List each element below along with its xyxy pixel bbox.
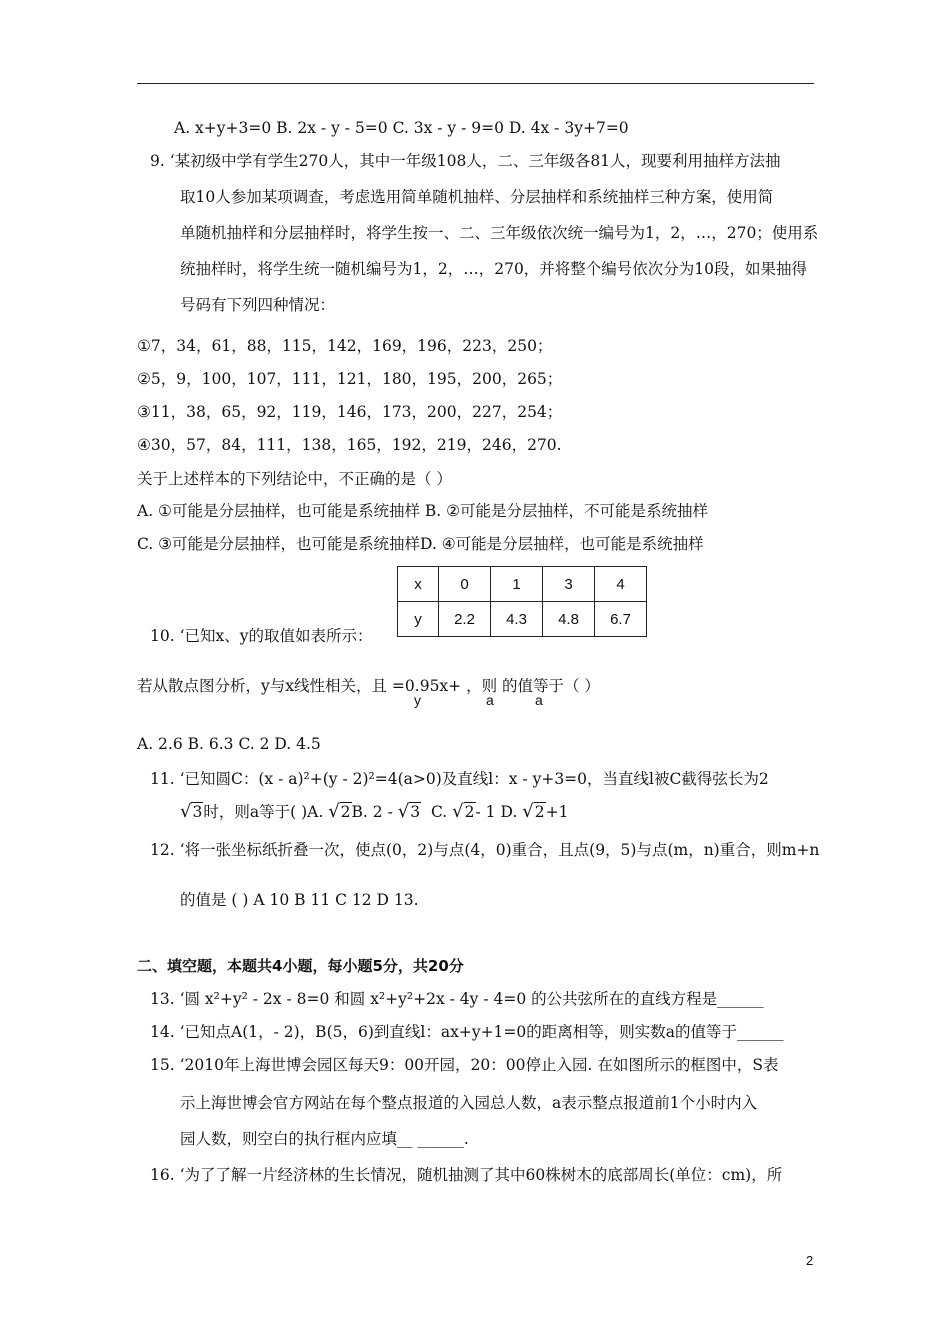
table-cell: 4.3 (491, 602, 543, 637)
table-cell: 3 (543, 567, 595, 602)
q9-case-4: ④30，57，84，111，138，165，192，219，246，270. (137, 436, 562, 454)
q9-case-2: ②5，9，100，107，111，121，180，195，200，265； (137, 370, 563, 388)
q9-line-5: 号码有下列四种情况： (180, 296, 336, 314)
q15-line-3: 园人数，则空白的执行框内应填__ ______. (180, 1130, 469, 1148)
q11-line-1: 11. ‘已知圆C：(x - a)²+(y - 2)²=4(a>0)及直线l：x - y+3=0，当直线l被C截得弦长为2 (150, 770, 769, 788)
q9-line-2: 取10人参加某项调查，考虑选用简单随机抽样、分层抽样和系统抽样三种方案，使用简 (180, 188, 774, 206)
q10-options: A. 2.6 B. 6.3 C. 2 D. 4.5 (137, 735, 321, 753)
q9-line-4: 统抽样时，将学生统一随机编号为1，2，…，270，并将整个编号依次分为10段，如果抽得 (180, 260, 808, 278)
sqrt-symbol: √2 (452, 801, 475, 822)
q13: 13. ‘圆 x²+y² - 2x - 8=0 和圆 x²+y²+2x - 4y - 4=0 的公共弦所在的直线方程是______ (150, 990, 764, 1008)
q9-prompt: 关于上述样本的下列结论中，不正确的是（ ） (137, 470, 452, 488)
q10-table (397, 566, 647, 637)
q9-option-cd: C. ③可能是分层抽样，也可能是系统抽样D. ④可能是分层抽样，也可能是系统抽样 (137, 535, 704, 553)
hat-a-symbol: a (535, 692, 543, 708)
page-number: 2 (806, 1253, 814, 1268)
sqrt-symbol: √3 (397, 801, 421, 822)
sqrt-symbol: √2 (328, 801, 351, 822)
table-cell: 6.7 (595, 602, 647, 637)
q12-line-1: 12. ‘将一张坐标纸折叠一次，使点(0，2)与点(4，0)重合，且点(9，5)与点(m，n)重合，则m+n (150, 841, 820, 859)
q9-line-3: 单随机抽样和分层抽样时，将学生按一、二、三年级依次统一编号为1，2，…，270；使用系 (180, 224, 819, 242)
sqrt-symbol: √3 (180, 801, 203, 822)
table-cell: y (398, 602, 439, 637)
q8-options: A. x+y+3=0 B. 2x - y - 5=0 C. 3x - y - 9=0 D. 4x - 3y+7=0 (174, 119, 629, 137)
q16: 16. ‘为了了解一片经济林的生长情况，随机抽测了其中60株树木的底部周长(单位：cm)，所 (150, 1166, 783, 1184)
table-cell: 4.8 (543, 602, 595, 637)
table-cell: 2.2 (439, 602, 491, 637)
header-rule (137, 83, 814, 84)
hat-a-symbol: a (486, 692, 494, 708)
table-cell: 1 (491, 567, 543, 602)
q10-intro: 10. ‘已知x、y的取值如表所示： (150, 627, 373, 645)
table-cell: 0 (439, 567, 491, 602)
q9-line-1: 9. ‘某初级中学有学生270人，其中一年级108人，二、三年级各81人，现要利用抽样方法抽 (150, 152, 781, 170)
table-row (398, 567, 647, 602)
sqrt-symbol: √2 (522, 801, 545, 822)
q9-option-ab: A. ①可能是分层抽样，也可能是系统抽样 B. ②可能是分层抽样，不可能是系统抽样 (137, 502, 709, 520)
q9-case-1: ①7，34，61，88，115，142，169，196，223，250； (137, 337, 553, 355)
q14: 14. ‘已知点A(1，- 2)，B(5，6)到直线l：ax+y+1=0的距离相等，则实数a的值等于______ (150, 1023, 784, 1041)
q11-line-2: √3时，则a等于( )A. √2B. 2 - √3 C. √2- 1 D. √2+1 (180, 801, 569, 822)
q15-line-1: 15. ‘2010年上海世博会园区每天9：00开园，20：00停止入园. 在如图所示的框图中，S表 (150, 1056, 779, 1074)
q15-line-2: 示上海世博会官方网站在每个整点报道的入园总人数，a表示整点报道前1个小时内入 (180, 1094, 758, 1112)
q9-case-3: ③11，38，65，92，119，146，173，200，227，254； (137, 403, 563, 421)
table-cell: x (398, 567, 439, 602)
hat-y-symbol: y (414, 692, 421, 708)
table-cell: 4 (595, 567, 647, 602)
q12-line-2: 的值是 ( ) A 10 B 11 C 12 D 13. (180, 891, 419, 909)
q10-statement: 若从散点图分析，y与x线性相关，且 =0.95x+ ，则 的值等于（ ） (137, 677, 600, 695)
section-2-heading: 二、填空题，本题共4小题，每小题5分，共20分 (137, 957, 464, 975)
table-row (398, 602, 647, 637)
